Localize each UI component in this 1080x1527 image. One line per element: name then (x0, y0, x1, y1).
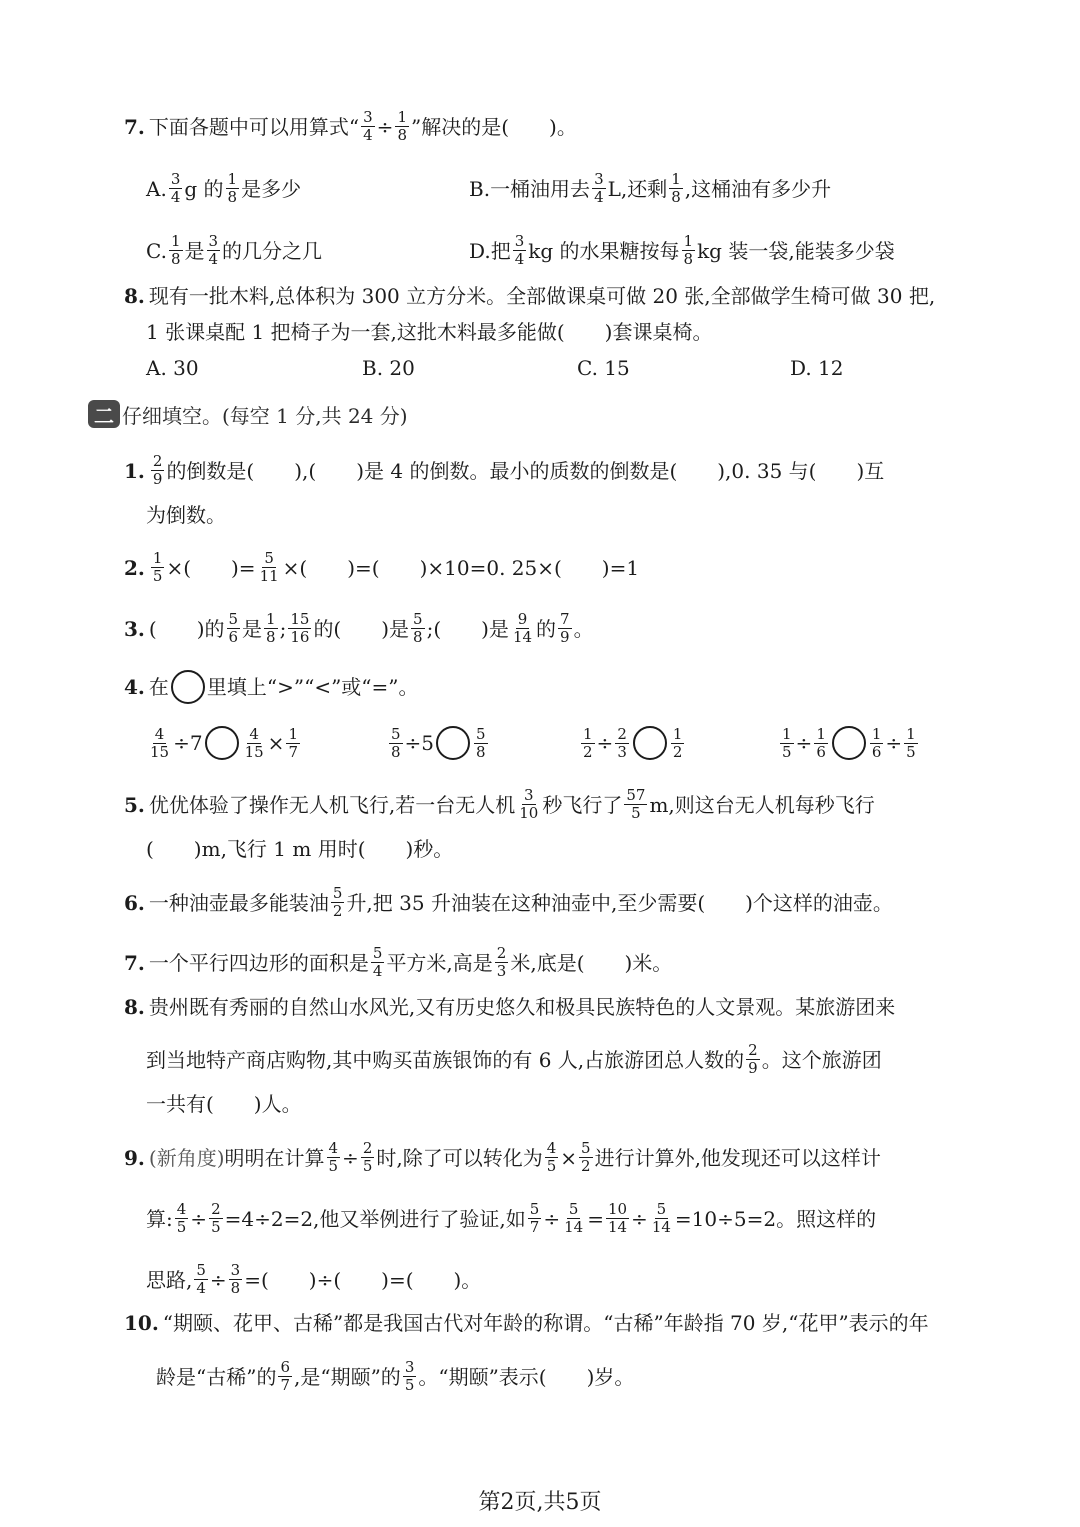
text-segment: ÷ (209, 1267, 227, 1292)
numerator: 5 (372, 944, 383, 962)
denominator: 8 (391, 742, 401, 761)
fraction (175, 1202, 189, 1235)
question-number: 3. (124, 616, 145, 641)
text-segment: × (560, 1145, 578, 1170)
numerator: 9 (517, 610, 528, 628)
text-segment: kg 装一袋,能装多少袋 (697, 238, 895, 263)
text-segment: 一个平行四边形的面积是 (148, 950, 369, 975)
numerator: 1 (397, 108, 407, 126)
fill-question-9-line3 (146, 1263, 481, 1296)
text-segment: 为倒数。 (146, 503, 226, 527)
text-segment: C. (146, 238, 167, 263)
numerator: 5 (581, 1139, 591, 1157)
numerator: 1 (671, 170, 681, 188)
denominator: 5 (152, 567, 163, 585)
fraction (624, 788, 647, 821)
denominator: 5 (404, 1376, 415, 1394)
numerator: 3 (594, 170, 604, 188)
denominator: 2 (583, 742, 593, 761)
answer-circle[interactable] (633, 726, 667, 760)
text-segment: 时,除了可以转化为 (376, 1145, 543, 1170)
numerator: 5 (656, 1200, 667, 1218)
text-segment: 是多少 (241, 176, 302, 201)
numerator: 1 (170, 232, 181, 250)
denominator: 3 (496, 962, 507, 980)
numerator: 57 (626, 786, 646, 804)
text-segment: “期颐、花甲、古稀”都是我国古代对年龄的称谓。“古稀”年龄指 70 岁,“花甲”表示的年 (162, 1311, 929, 1335)
denominator: 4 (196, 1279, 206, 1297)
text-segment: ( )m,飞行 1 m 用时( )秒。 (146, 837, 454, 861)
fraction (411, 612, 425, 645)
question-number: 8. (124, 995, 145, 1019)
text-segment: ÷ (342, 1145, 359, 1170)
denominator: 6 (228, 628, 239, 646)
numerator: 1 (288, 724, 298, 743)
numerator: 2 (211, 1200, 221, 1218)
denominator: 14 (607, 1218, 628, 1236)
text-segment: ÷5 (404, 731, 435, 755)
text-segment: 明明在计算 (224, 1145, 325, 1170)
fill-question-8-line3 (146, 1092, 302, 1116)
numerator: 1 (583, 724, 593, 743)
numerator: 3 (404, 1358, 415, 1376)
denominator: 16 (290, 628, 310, 646)
fraction (194, 1263, 208, 1296)
denominator: 9 (152, 470, 163, 488)
text-segment: ; (279, 616, 287, 641)
fraction (278, 1360, 292, 1393)
text-segment: D. 12 (790, 356, 844, 380)
fraction (474, 724, 488, 761)
numerator: 1 (871, 724, 882, 743)
denominator: 5 (546, 1157, 557, 1175)
fraction (361, 1141, 375, 1174)
fill-question-8-line2 (146, 1043, 882, 1076)
numerator: 5 (228, 610, 239, 628)
denominator: 11 (259, 567, 279, 585)
text-segment: 秒飞行了 (542, 792, 623, 817)
text-segment: 。这个旅游团 (761, 1047, 882, 1072)
numerator: 3 (170, 170, 181, 188)
numerator: 4 (328, 1139, 339, 1157)
fraction (562, 1202, 585, 1235)
fraction (227, 612, 241, 645)
denominator: 8 (476, 742, 486, 761)
q8-option-a (146, 356, 199, 380)
fill-question-1-line2 (146, 503, 226, 527)
numerator: 1 (906, 724, 916, 743)
denominator: 2 (581, 1157, 591, 1175)
denominator: 8 (683, 250, 694, 268)
text-segment: =( )÷( )=( )。 (244, 1267, 482, 1292)
fraction (814, 724, 828, 761)
text-segment: =4÷2=2,他又举例进行了验证,如 (224, 1206, 526, 1231)
text-segment: m,则这台无人机每秒飞行 (649, 792, 875, 817)
text-segment: 龄是“古稀”的 (156, 1364, 277, 1389)
text-segment: ,这桶油有多少升 (684, 176, 832, 201)
question-8 (124, 284, 935, 308)
fraction (169, 172, 183, 205)
text-segment: 的( )是 (313, 616, 410, 641)
numerator: 3 (524, 786, 534, 804)
q8-option-d (790, 356, 844, 380)
fraction (264, 612, 278, 645)
text-segment: 平方米,高是 (386, 950, 493, 975)
option-c (146, 234, 322, 267)
denominator: 2 (332, 902, 343, 920)
compare-expr-1 (146, 726, 302, 760)
fraction (403, 1360, 417, 1393)
fraction (545, 1141, 559, 1174)
numerator: 2 (617, 724, 627, 743)
numerator: 5 (476, 724, 486, 743)
numerator: 5 (413, 610, 423, 628)
text-segment: 现有一批木料,总体积为 300 立方分米。全部做课桌可做 20 张,全部做学生椅可做 30 把, (148, 284, 936, 308)
denominator: 2 (672, 742, 683, 761)
fill-question-7 (124, 946, 672, 979)
section-number-badge: 二 (88, 400, 120, 428)
section-header (88, 399, 408, 429)
fraction (169, 234, 183, 267)
q8-option-b (362, 356, 415, 380)
denominator: 15 (244, 742, 264, 761)
numerator: 1 (152, 549, 163, 567)
denominator: 5 (631, 804, 641, 822)
text-segment: ,是“期颐”的 (294, 1364, 401, 1389)
question-number: 9. (124, 1145, 145, 1170)
numerator: 1 (782, 724, 792, 743)
text-segment: = (587, 1206, 604, 1231)
page-number: 第2页,共5页 (478, 1490, 602, 1515)
numerator: 4 (249, 724, 259, 743)
numerator: 6 (280, 1358, 290, 1376)
numerator: 1 (227, 170, 238, 188)
text-segment: 一种油壶最多能装油 (148, 890, 329, 915)
text-segment: ( )的 (148, 616, 225, 641)
numerator: 15 (290, 610, 310, 628)
denominator: 4 (170, 188, 181, 206)
denominator: 9 (748, 1059, 758, 1077)
denominator: 9 (560, 628, 570, 646)
denominator: 5 (211, 1218, 221, 1236)
text-segment: 。“期颐”表示( )岁。 (418, 1364, 635, 1389)
q8-option-c (577, 356, 630, 380)
text-segment: 把 (490, 238, 511, 263)
denominator: 8 (413, 628, 423, 646)
text-segment: 一桶油用去 (490, 176, 591, 201)
fraction (327, 1141, 341, 1174)
numerator: 1 (672, 724, 683, 743)
question-number: 5. (124, 792, 145, 817)
fraction (151, 551, 165, 584)
text-segment: 1 张课桌配 1 把椅子为一套,这批木料最多能做( )套课桌椅。 (146, 320, 713, 344)
fill-question-1 (124, 454, 884, 487)
fraction (517, 788, 540, 821)
fraction (606, 1202, 629, 1235)
denominator: 8 (170, 250, 181, 268)
denominator: 4 (363, 126, 373, 144)
text-segment: ×( )= (166, 555, 256, 580)
text-segment: 。 (573, 616, 594, 641)
denominator: 4 (594, 188, 604, 206)
answer-circle[interactable] (436, 726, 470, 760)
fraction (579, 1141, 593, 1174)
question-number: 2. (124, 555, 145, 580)
denominator: 5 (176, 1218, 187, 1236)
fraction (207, 234, 221, 267)
denominator: 15 (150, 742, 170, 761)
fraction (331, 886, 345, 919)
text-segment: 是 (184, 238, 205, 263)
numerator: 2 (496, 944, 507, 962)
compare-expr-3 (579, 726, 686, 760)
fraction (148, 724, 171, 761)
text-segment: B. (469, 176, 491, 201)
text-segment: B. 20 (362, 356, 415, 380)
text-segment: 是 (242, 616, 263, 641)
denominator: 14 (564, 1218, 584, 1236)
denominator: 10 (519, 804, 539, 822)
denominator: 3 (617, 742, 627, 761)
text-segment: 思路, (146, 1267, 193, 1292)
text-segment: kg 的水果糖按每 (528, 238, 680, 263)
fraction (258, 551, 281, 584)
answer-circle[interactable] (205, 726, 239, 760)
text-segment: 里填上“>”“<”或“=”。 (206, 675, 419, 699)
question-number: 1. (124, 458, 145, 483)
text-segment: C. 15 (577, 356, 630, 380)
numerator: 4 (546, 1139, 557, 1157)
text-segment: 下面各题中可以用算式“ (148, 114, 360, 139)
text-segment: 的几分之几 (222, 238, 323, 263)
fill-question-5 (124, 788, 875, 821)
numerator: 5 (529, 1200, 540, 1218)
text-segment: 进行计算外,他发现还可以这样计 (594, 1145, 881, 1170)
text-segment: ÷ (885, 731, 903, 755)
fraction (615, 724, 629, 761)
numerator: 2 (748, 1041, 758, 1059)
fraction (870, 724, 884, 761)
numerator: 2 (152, 452, 163, 470)
fraction (513, 234, 527, 267)
text-segment: 米,底是( )米。 (510, 950, 673, 975)
fraction (286, 724, 300, 761)
numerator: 1 (266, 610, 276, 628)
text-segment: ;( )是 (426, 616, 509, 641)
fill-question-8 (124, 995, 895, 1019)
numerator: 10 (607, 1200, 628, 1218)
denominator: 14 (512, 628, 533, 646)
numerator: 1 (816, 724, 826, 743)
text-segment: 优优体验了操作无人机飞行,若一台无人机 (148, 792, 516, 817)
denominator: 8 (230, 1279, 241, 1297)
fill-question-2 (124, 551, 639, 584)
numerator: 5 (391, 724, 401, 743)
fraction (243, 724, 266, 761)
numerator: 4 (176, 1200, 187, 1218)
fraction (904, 724, 918, 761)
numerator: 5 (196, 1261, 206, 1279)
text-segment: 的倒数是( ),( )是 4 的倒数。最小的质数的倒数是( ),0. 35 与( )互 (166, 458, 885, 483)
text-segment: 升,把 35 升油装在这种油壶中,至少需要( )个这样的油壶。 (346, 890, 893, 915)
fill-question-4 (124, 670, 419, 704)
fraction (151, 454, 165, 487)
text-segment: 贵州既有秀丽的自然山水风光,又有历史悠久和极具民族特色的人文景观。某旅游团来 (148, 995, 896, 1019)
text-segment: =10÷5=2。照这样的 (674, 1206, 877, 1231)
fraction (288, 612, 311, 645)
fill-question-10-line2 (156, 1360, 634, 1393)
fraction (669, 172, 683, 205)
text-segment: ÷ (795, 731, 813, 755)
denominator: 7 (280, 1376, 290, 1394)
denominator: 5 (906, 742, 916, 761)
fraction (558, 612, 572, 645)
denominator: 4 (514, 250, 525, 268)
denominator: 8 (266, 628, 276, 646)
fraction (746, 1043, 760, 1076)
fraction (581, 724, 595, 761)
denominator: 4 (372, 962, 383, 980)
text-segment: ÷ (596, 731, 614, 755)
fraction (495, 946, 509, 979)
question-number: 10. (124, 1311, 159, 1335)
fraction (511, 612, 534, 645)
numerator: 3 (363, 108, 373, 126)
text-segment: ÷ (631, 1206, 648, 1231)
text-segment: A. (146, 176, 167, 201)
question-7 (124, 110, 577, 143)
fraction (371, 946, 385, 979)
denominator: 8 (227, 188, 238, 206)
text-segment: ×( )=( )×10=0. 25×( )=1 (282, 555, 640, 580)
text-segment: ÷ (543, 1206, 561, 1231)
fill-question-9-line2 (146, 1202, 876, 1235)
question-8-line2 (146, 320, 712, 344)
fill-question-3 (124, 612, 594, 645)
text-segment: ”解决的是( )。 (410, 114, 577, 139)
fraction (682, 234, 696, 267)
fraction (592, 172, 606, 205)
numerator: 3 (514, 232, 525, 250)
question-number: 6. (124, 890, 145, 915)
denominator: 8 (671, 188, 681, 206)
fill-question-5-line2 (146, 837, 453, 861)
text-segment: 算: (146, 1206, 173, 1231)
fraction (650, 1202, 673, 1235)
denominator: 14 (651, 1218, 671, 1236)
fraction (209, 1202, 223, 1235)
fill-question-9 (124, 1141, 881, 1174)
option-b (469, 172, 831, 205)
text-segment: ÷ (376, 114, 394, 139)
denominator: 5 (328, 1157, 339, 1175)
numerator: 5 (264, 549, 274, 567)
fraction (229, 1263, 243, 1296)
question-number: 8. (124, 284, 145, 308)
question-number: 7. (124, 114, 145, 139)
text-segment: 在 (148, 675, 169, 699)
text-segment: 一共有( )人。 (146, 1092, 302, 1116)
denominator: 6 (871, 742, 882, 761)
text-segment: g 的 (184, 176, 224, 201)
numerator: 7 (560, 610, 570, 628)
fraction (226, 172, 240, 205)
text-segment: ÷7 (173, 731, 203, 755)
question-number: 7. (124, 950, 145, 975)
fraction (780, 724, 794, 761)
fill-question-10 (124, 1311, 929, 1335)
fill-question-6 (124, 886, 893, 919)
section-title: 仔细填空。(每空 1 分,共 24 分) (122, 403, 408, 428)
option-a (146, 172, 301, 205)
numerator: 3 (230, 1261, 241, 1279)
denominator: 8 (397, 126, 407, 144)
compare-expr-4 (778, 726, 920, 760)
compare-circle-icon (171, 670, 205, 704)
question-number: 4. (124, 675, 145, 699)
fraction (528, 1202, 542, 1235)
fraction (361, 110, 375, 143)
text-segment: D. (469, 238, 491, 263)
denominator: 7 (529, 1218, 540, 1236)
denominator: 5 (782, 742, 792, 761)
fraction (395, 110, 409, 143)
text-segment: 到当地特产商店购物,其中购买苗族银饰的有 6 人,占旅游团总人数的 (146, 1047, 745, 1072)
text-segment: × (267, 731, 285, 755)
option-d (469, 234, 895, 267)
numerator: 2 (362, 1139, 373, 1157)
numerator: 1 (683, 232, 694, 250)
numerator: 5 (568, 1200, 579, 1218)
numerator: 4 (154, 724, 165, 743)
answer-circle[interactable] (832, 726, 866, 760)
text-segment: ÷ (190, 1206, 208, 1231)
denominator: 4 (208, 250, 219, 268)
fraction (389, 724, 403, 761)
text-segment: 的 (536, 616, 557, 641)
fraction (671, 724, 685, 761)
denominator: 6 (816, 742, 826, 761)
compare-expr-2 (387, 726, 490, 760)
text-segment: A. 30 (146, 356, 199, 380)
new-angle-tag: (新角度) (148, 1145, 225, 1170)
denominator: 7 (288, 742, 298, 761)
numerator: 5 (332, 884, 343, 902)
numerator: 3 (208, 232, 219, 250)
text-segment: L,还剩 (607, 176, 668, 201)
denominator: 5 (362, 1157, 373, 1175)
